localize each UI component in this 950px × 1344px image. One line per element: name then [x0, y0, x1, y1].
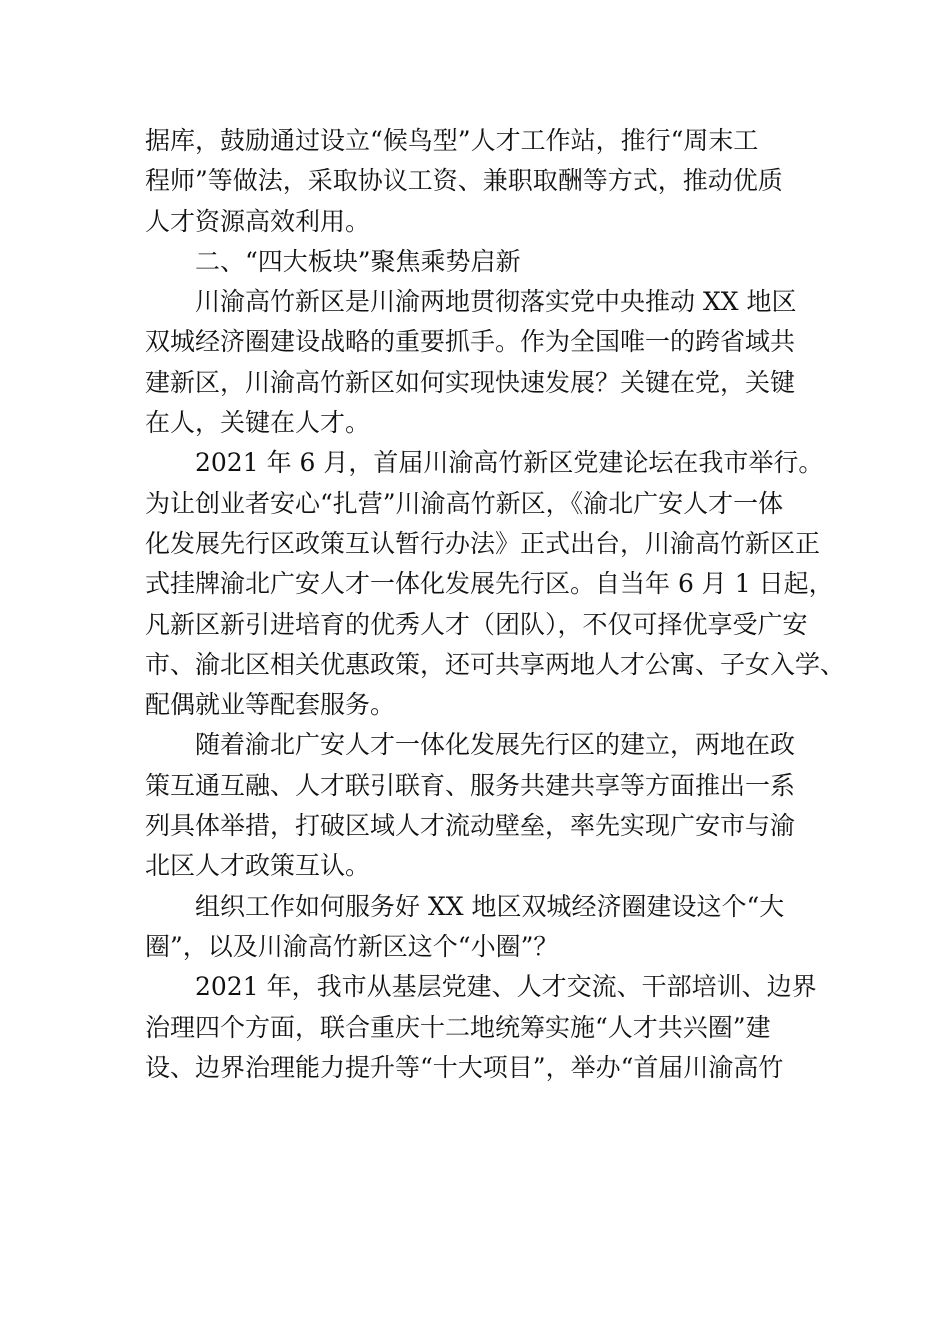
text-line: 列具体举措，打破区域人才流动壁垒，率先实现广安市与渝 — [145, 811, 796, 841]
text-line: 随着渝北广安人才一体化发展先行区的建立，两地在政 — [195, 730, 796, 760]
text-line: 在人，关键在人才。 — [145, 408, 371, 438]
text-line: 据库，鼓励通过设立“候鸟型”人才工作站，推行“周末工 — [145, 126, 759, 155]
text-line: 建新区，川渝高竹新区如何实现快速发展？关键在党，关键 — [145, 367, 796, 397]
section-heading: 二、“四大板块”聚焦乘势启新 — [195, 246, 521, 276]
text-line: 川渝高竹新区是川渝两地贯彻落实党中央推动 XX 地区 — [195, 287, 797, 317]
text-line: 双城经济圈建设战略的重要抓手。作为全国唯一的跨省域共 — [145, 327, 796, 357]
text-line: 配偶就业等配套服务。 — [145, 690, 396, 720]
text-line: 设、边界治理能力提升等“十大项目”，举办“首届川渝高竹 — [145, 1052, 784, 1082]
text-line: 程师”等做法，采取协议工资、兼职取酬等方式，推动优质 — [145, 166, 783, 196]
text-line: 圈”，以及川渝高竹新区这个“小圈”？ — [145, 931, 559, 961]
text-line: 2021 年，我市从基层党建、人才交流、干部培训、边界 — [195, 972, 817, 1002]
text-line: 策互通互融、人才联引联育、服务共建共享等方面推出一系 — [145, 770, 796, 800]
text-line: 式挂牌渝北广安人才一体化发展先行区。自当年 6 月 1 日起， — [145, 569, 834, 599]
text-line: 北区人才政策互认。 — [145, 851, 371, 881]
text-line: 为让创业者安心“扎营”川渝高竹新区，《渝北广安人才一体 — [145, 488, 784, 518]
text-line: 组织工作如何服务好 XX 地区双城经济圈建设这个“大 — [195, 891, 785, 921]
text-line: 凡新区新引进培育的优秀人才（团队），不仅可择优享受广安 — [145, 609, 808, 639]
text-line: 市、渝北区相关优惠政策，还可共享两地人才公寓、子女入学、 — [145, 649, 846, 679]
text-line: 治理四个方面，联合重庆十二地统筹实施“人才共兴圈”建 — [145, 1012, 771, 1042]
text-line: 人才资源高效利用。 — [145, 206, 371, 236]
text-line: 2021 年 6 月，首届川渝高竹新区党建论坛在我市举行。 — [195, 448, 824, 478]
document-body — [145, 121, 845, 1088]
text-line: 化发展先行区政策互认暂行办法》正式出台，川渝高竹新区正 — [145, 528, 821, 558]
